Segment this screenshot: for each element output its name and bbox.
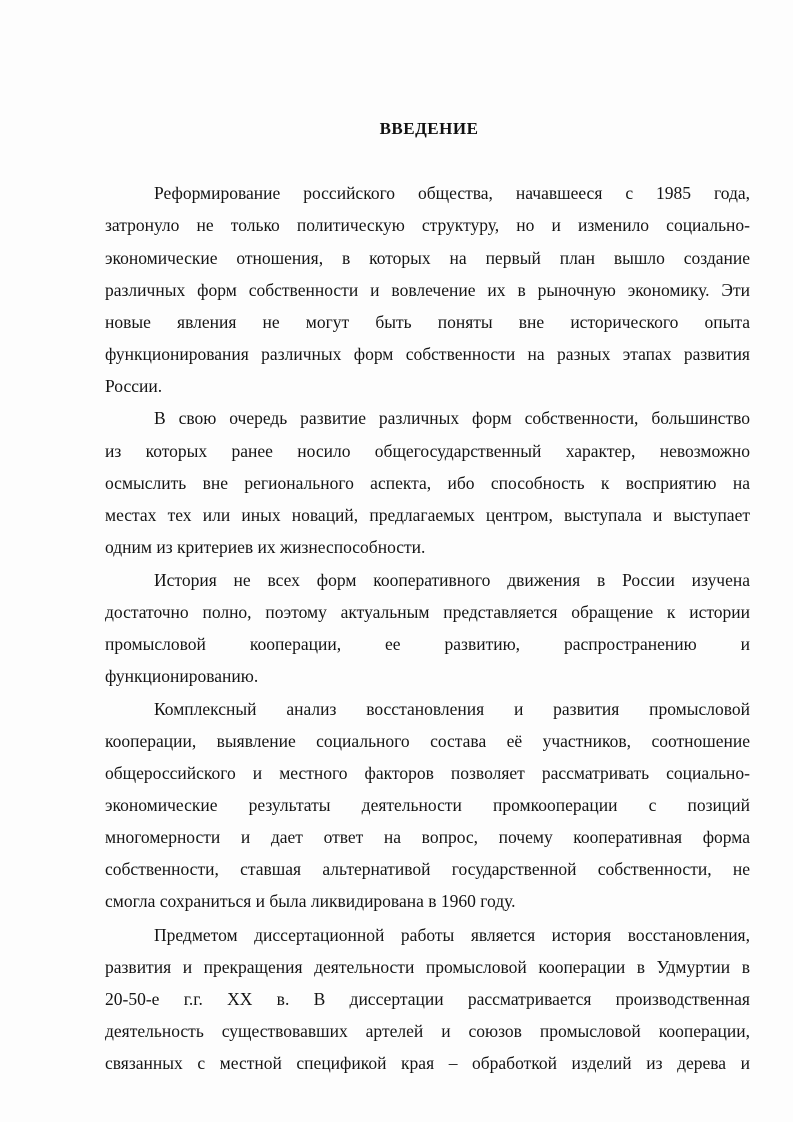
paragraph-1-line-4: различных форм собственности и вовлечение их в рыночную экономику. Эти (105, 280, 750, 300)
paragraph-3-line-2: достаточно полно, поэтому актуальным представляется обращение к истории (105, 602, 750, 622)
paragraph-1-line-1: Реформирование российского общества, начавшееся с 1985 года, (154, 183, 750, 203)
paragraph-1-line-7: России. (105, 376, 163, 396)
paragraph-2-line-5: одним из критериев их жизнеспособности. (105, 537, 426, 557)
paragraph-5-line-1: Предметом диссертационной работы является история восстановления, (154, 925, 750, 945)
paragraph-5-line-2: развития и прекращения деятельности промысловой кооперации в Удмуртии в (105, 957, 750, 977)
paragraph-1-line-5: новые явления не могут быть поняты вне исторического опыта (105, 312, 750, 332)
paragraph-4-line-3: общероссийского и местного факторов позволяет рассматривать социально- (105, 763, 750, 783)
paragraph-1-line-2: затронуло не только политическую структуру, но и изменило социально- (105, 215, 750, 235)
paragraph-2-line-3: осмыслить вне регионального аспекта, ибо способность к восприятию на (105, 473, 750, 493)
page-title: ВВЕДЕНИЕ (379, 119, 479, 138)
paragraph-3-line-4: функционированию. (105, 666, 259, 686)
paragraph-5-line-3: 20-50-е г.г. XX в. В диссертации рассматривается производственная (105, 989, 750, 1009)
paragraph-4-line-6: собственности, ставшая альтернативой государственной собственности, не (105, 859, 750, 879)
paragraph-4-line-1: Комплексный анализ восстановления и развития промысловой (154, 699, 750, 719)
paragraph-4-line-7: смогла сохраниться и была ликвидирована в 1960 году. (105, 891, 516, 911)
paragraph-3-line-3: промысловой кооперации, ее развитию, распространению и (105, 634, 750, 654)
paragraph-5-line-4: деятельность существовавших артелей и союзов промысловой кооперации, (105, 1021, 750, 1041)
paragraph-3-line-1: История не всех форм кооперативного движения в России изучена (154, 570, 750, 590)
paragraph-2-line-2: из которых ранее носило общегосударственный характер, невозможно (105, 441, 750, 461)
paragraph-2-line-4: местах тех или иных новаций, предлагаемых центром, выступала и выступает (105, 505, 750, 525)
paragraph-4-line-4: экономические результаты деятельности промкооперации с позиций (105, 795, 750, 815)
paragraph-2-line-1: В свою очередь развитие различных форм собственности, большинство (154, 408, 750, 428)
paragraph-1-line-3: экономические отношения, в которых на первый план вышло создание (105, 248, 750, 268)
paragraph-5-line-5: связанных с местной спецификой края – обработкой изделий из дерева и (105, 1053, 750, 1073)
paragraph-4-line-2: кооперации, выявление социального состава её участников, соотношение (105, 731, 750, 751)
paragraph-1-line-6: функционирования различных форм собственности на разных этапах развития (105, 344, 750, 364)
paragraph-4-line-5: многомерности и дает ответ на вопрос, почему кооперативная форма (105, 827, 750, 847)
